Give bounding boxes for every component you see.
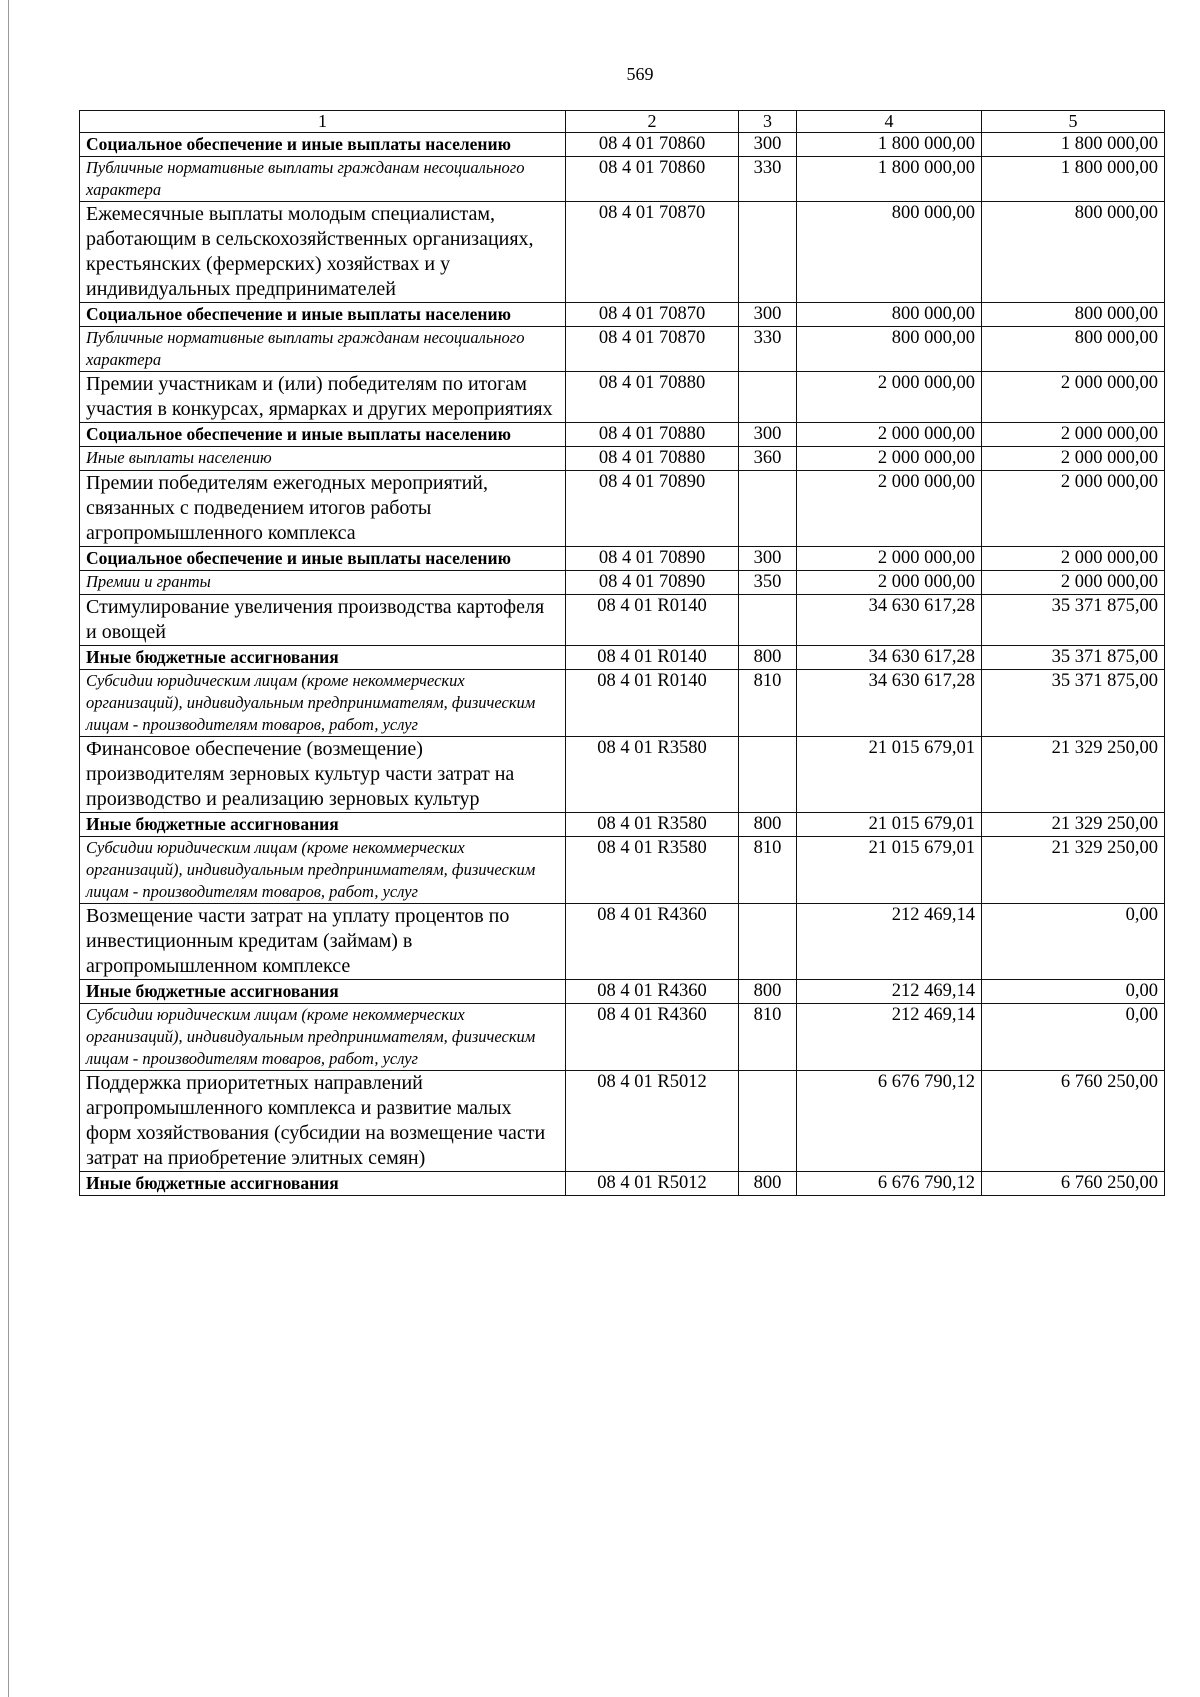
table-row [80, 737, 1165, 813]
row-value-2-cell: 0,00 [982, 904, 1165, 980]
row-code-cell: 08 4 01 R4360 [566, 1004, 739, 1071]
header-cell: 3 [739, 111, 797, 133]
row-value-1-cell: 21 015 679,01 [797, 737, 982, 813]
row-value-2-cell: 800 000,00 [982, 303, 1165, 327]
table-row [80, 303, 1165, 327]
row-type-cell [739, 737, 797, 813]
row-value-1-cell: 800 000,00 [797, 327, 982, 372]
row-type-cell [739, 1071, 797, 1172]
row-type-cell: 300 [739, 547, 797, 571]
row-code-cell: 08 4 01 R0140 [566, 595, 739, 646]
row-name-cell: Поддержка приоритетных направлений агропромышленного комплекса и развитие малых форм хозяйствования (субсидии на возмещение части затрат на приобретение элитных семян) [80, 1071, 566, 1172]
row-value-1-cell: 800 000,00 [797, 202, 982, 303]
table-row [80, 980, 1165, 1004]
row-value-2-cell: 800 000,00 [982, 202, 1165, 303]
row-value-2-cell: 0,00 [982, 980, 1165, 1004]
row-code-cell: 08 4 01 70870 [566, 303, 739, 327]
row-value-2-cell: 2 000 000,00 [982, 571, 1165, 595]
row-code-cell: 08 4 01 70860 [566, 157, 739, 202]
row-code-cell: 08 4 01 70890 [566, 471, 739, 547]
row-value-1-cell: 1 800 000,00 [797, 133, 982, 157]
row-type-cell: 800 [739, 1172, 797, 1196]
row-value-1-cell: 2 000 000,00 [797, 447, 982, 471]
row-value-2-cell: 1 800 000,00 [982, 157, 1165, 202]
row-name-cell: Иные бюджетные ассигнования [80, 1172, 566, 1196]
row-value-2-cell: 6 760 250,00 [982, 1172, 1165, 1196]
table-header-row [80, 111, 1165, 133]
row-type-cell: 300 [739, 303, 797, 327]
table-row [80, 133, 1165, 157]
row-value-2-cell: 1 800 000,00 [982, 133, 1165, 157]
row-type-cell: 300 [739, 423, 797, 447]
row-code-cell: 08 4 01 70890 [566, 571, 739, 595]
row-code-cell: 08 4 01 R4360 [566, 904, 739, 980]
row-value-2-cell: 21 329 250,00 [982, 813, 1165, 837]
row-name-cell: Социальное обеспечение и иные выплаты населению [80, 303, 566, 327]
table-row [80, 837, 1165, 904]
row-name-cell: Иные бюджетные ассигнования [80, 646, 566, 670]
row-name-cell: Публичные нормативные выплаты гражданам несоциального характера [80, 157, 566, 202]
row-type-cell: 330 [739, 157, 797, 202]
row-name-cell: Стимулирование увеличения производства картофеля и овощей [80, 595, 566, 646]
row-name-cell: Финансовое обеспечение (возмещение) производителям зерновых культур части затрат на производство и реализацию зерновых культур [80, 737, 566, 813]
table-row [80, 813, 1165, 837]
table-row [80, 595, 1165, 646]
row-value-1-cell: 2 000 000,00 [797, 547, 982, 571]
table-row [80, 447, 1165, 471]
row-name-cell: Иные выплаты населению [80, 447, 566, 471]
header-cell: 1 [80, 111, 566, 133]
row-value-1-cell: 212 469,14 [797, 980, 982, 1004]
row-name-cell: Социальное обеспечение и иные выплаты населению [80, 133, 566, 157]
row-value-2-cell: 21 329 250,00 [982, 737, 1165, 813]
table-row [80, 423, 1165, 447]
row-value-1-cell: 34 630 617,28 [797, 646, 982, 670]
row-type-cell [739, 202, 797, 303]
budget-table [79, 110, 1165, 1196]
row-code-cell: 08 4 01 70870 [566, 202, 739, 303]
row-value-1-cell: 2 000 000,00 [797, 471, 982, 547]
row-type-cell: 350 [739, 571, 797, 595]
row-name-cell: Возмещение части затрат на уплату процентов по инвестиционным кредитам (займам) в агропромышленном комплексе [80, 904, 566, 980]
table-row [80, 646, 1165, 670]
row-name-cell: Ежемесячные выплаты молодым специалистам, работающим в сельскохозяйственных организациях, крестьянских (фермерских) хозяйствах и у индивидуальных предпринимателей [80, 202, 566, 303]
table-row [80, 571, 1165, 595]
row-value-1-cell: 212 469,14 [797, 904, 982, 980]
row-value-2-cell: 2 000 000,00 [982, 471, 1165, 547]
row-name-cell: Социальное обеспечение и иные выплаты населению [80, 547, 566, 571]
row-name-cell: Субсидии юридическим лицам (кроме некоммерческих организаций), индивидуальным предпринимателям, физическим лицам - производителям товаров, работ, услуг [80, 670, 566, 737]
header-cell: 4 [797, 111, 982, 133]
page-number: 569 [626, 64, 654, 84]
row-value-1-cell: 1 800 000,00 [797, 157, 982, 202]
row-value-2-cell: 2 000 000,00 [982, 372, 1165, 423]
row-code-cell: 08 4 01 70890 [566, 547, 739, 571]
row-type-cell [739, 904, 797, 980]
table-row [80, 1172, 1165, 1196]
row-name-cell: Субсидии юридическим лицам (кроме некоммерческих организаций), индивидуальным предпринимателям, физическим лицам - производителям товаров, работ, услуг [80, 837, 566, 904]
row-value-2-cell: 800 000,00 [982, 327, 1165, 372]
row-type-cell: 800 [739, 813, 797, 837]
row-value-2-cell: 2 000 000,00 [982, 447, 1165, 471]
row-type-cell [739, 372, 797, 423]
row-value-2-cell: 2 000 000,00 [982, 423, 1165, 447]
page-edge-line [8, 0, 9, 1697]
table-row [80, 372, 1165, 423]
row-value-1-cell: 2 000 000,00 [797, 423, 982, 447]
row-type-cell [739, 595, 797, 646]
budget-table-body [80, 111, 1165, 1196]
row-code-cell: 08 4 01 R3580 [566, 737, 739, 813]
row-code-cell: 08 4 01 70880 [566, 372, 739, 423]
row-code-cell: 08 4 01 70870 [566, 327, 739, 372]
row-type-cell: 810 [739, 837, 797, 904]
row-value-1-cell: 34 630 617,28 [797, 670, 982, 737]
table-row [80, 670, 1165, 737]
row-value-2-cell: 35 371 875,00 [982, 670, 1165, 737]
table-row [80, 471, 1165, 547]
row-type-cell: 300 [739, 133, 797, 157]
row-value-2-cell: 35 371 875,00 [982, 595, 1165, 646]
row-name-cell: Социальное обеспечение и иные выплаты населению [80, 423, 566, 447]
row-type-cell: 330 [739, 327, 797, 372]
row-type-cell: 800 [739, 646, 797, 670]
row-value-1-cell: 21 015 679,01 [797, 837, 982, 904]
row-code-cell: 08 4 01 R0140 [566, 646, 739, 670]
row-name-cell: Субсидии юридическим лицам (кроме некоммерческих организаций), индивидуальным предпринимателям, физическим лицам - производителям товаров, работ, услуг [80, 1004, 566, 1071]
row-name-cell: Премии участникам и (или) победителям по итогам участия в конкурсах, ярмарках и других мероприятиях [80, 372, 566, 423]
row-code-cell: 08 4 01 R3580 [566, 837, 739, 904]
table-row [80, 157, 1165, 202]
row-name-cell: Иные бюджетные ассигнования [80, 980, 566, 1004]
row-name-cell: Публичные нормативные выплаты гражданам несоциального характера [80, 327, 566, 372]
row-value-1-cell: 34 630 617,28 [797, 595, 982, 646]
row-value-2-cell: 6 760 250,00 [982, 1071, 1165, 1172]
row-value-1-cell: 212 469,14 [797, 1004, 982, 1071]
row-value-1-cell: 6 676 790,12 [797, 1071, 982, 1172]
table-row [80, 904, 1165, 980]
row-value-1-cell: 2 000 000,00 [797, 571, 982, 595]
row-type-cell [739, 471, 797, 547]
row-type-cell: 810 [739, 670, 797, 737]
row-type-cell: 810 [739, 1004, 797, 1071]
row-code-cell: 08 4 01 70880 [566, 423, 739, 447]
row-code-cell: 08 4 01 70880 [566, 447, 739, 471]
row-code-cell: 08 4 01 R4360 [566, 980, 739, 1004]
table-row [80, 1071, 1165, 1172]
header-cell: 2 [566, 111, 739, 133]
table-row [80, 327, 1165, 372]
row-value-2-cell: 21 329 250,00 [982, 837, 1165, 904]
row-value-1-cell: 800 000,00 [797, 303, 982, 327]
row-type-cell: 360 [739, 447, 797, 471]
row-value-2-cell: 35 371 875,00 [982, 646, 1165, 670]
row-code-cell: 08 4 01 R5012 [566, 1071, 739, 1172]
row-code-cell: 08 4 01 R5012 [566, 1172, 739, 1196]
row-code-cell: 08 4 01 R0140 [566, 670, 739, 737]
row-value-2-cell: 2 000 000,00 [982, 547, 1165, 571]
row-name-cell: Премии и гранты [80, 571, 566, 595]
row-code-cell: 08 4 01 R3580 [566, 813, 739, 837]
table-row [80, 202, 1165, 303]
row-type-cell: 800 [739, 980, 797, 1004]
row-value-2-cell: 0,00 [982, 1004, 1165, 1071]
header-cell: 5 [982, 111, 1165, 133]
row-name-cell: Иные бюджетные ассигнования [80, 813, 566, 837]
row-value-1-cell: 21 015 679,01 [797, 813, 982, 837]
table-row [80, 1004, 1165, 1071]
row-value-1-cell: 6 676 790,12 [797, 1172, 982, 1196]
row-value-1-cell: 2 000 000,00 [797, 372, 982, 423]
row-code-cell: 08 4 01 70860 [566, 133, 739, 157]
row-name-cell: Премии победителям ежегодных мероприятий, связанных с подведением итогов работы агропромышленного комплекса [80, 471, 566, 547]
table-row [80, 547, 1165, 571]
